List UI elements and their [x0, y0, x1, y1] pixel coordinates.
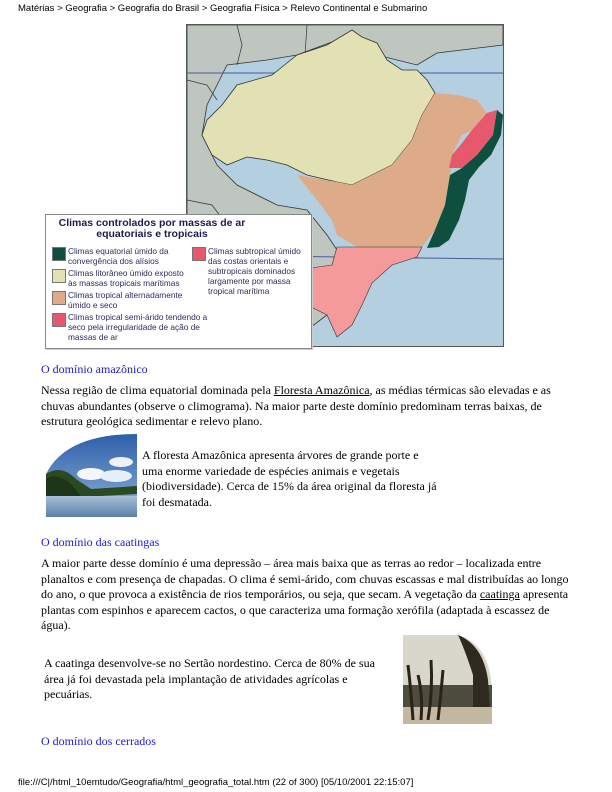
caption-caatinga: A caatinga desenvolve-se no Sertão nordestino. Cerca de 80% de sua área já foi devastada pela implantação de atividades agrícolas e pecuárias.: [44, 656, 375, 701]
paragraph-caatingas: [41, 556, 576, 634]
link-floresta-amazonica[interactable]: Floresta Amazônica: [273, 383, 370, 397]
section-title-amazonico: O domínio amazônico: [41, 362, 148, 376]
map-legend: [45, 214, 312, 349]
section-title-cerrados: O domínio dos cerrados: [41, 734, 156, 748]
photo-caatinga: [403, 635, 492, 724]
legend-label: Climas litorâneo úmido exposto às massas tropicais marítimas: [68, 268, 184, 288]
link-caatinga[interactable]: caatinga: [479, 587, 520, 601]
climate-map: [58, 24, 504, 347]
legend-swatch: [192, 247, 206, 261]
paragraph-amazonico: [41, 383, 576, 430]
paragraph-text: Nessa região de clima equatorial dominada pela: [41, 383, 274, 397]
legend-label: Climas equatorial úmido da convergência dos alísios: [68, 246, 169, 266]
footer-file-path: file:///C|/html_10emtudo/Geografia/html_geografia_total.htm (22 of 300) [05/10/2001 22:15:07]: [18, 777, 414, 788]
caption-amazon: A floresta Amazônica apresenta árvores de grande porte e uma enorme variedade de espécies animais e vegetais (biodiversidade). Cerca de 15% da área original da floresta já foi desmatada.: [142, 448, 437, 509]
breadcrumb: Matérias > Geografia > Geografia do Brasil > Geografia Física > Relevo Continental e Submarino: [18, 3, 428, 14]
legend-label: Climas tropical alternadamente úmido e seco: [68, 290, 183, 310]
legend-swatch: [52, 291, 66, 305]
paragraph-text: apresenta plantas com espinhos e aparecem cactos, o que caracteriza uma formação xerófila (adaptada à escassez de água).: [41, 587, 569, 632]
legend-swatch: [52, 247, 66, 261]
legend-label: Climas subtropical úmido das costas orientais e subtropicais dominados largamente por massa tropical marítima: [208, 246, 301, 296]
section-title-caatingas: O domínio das caatingas: [41, 535, 160, 549]
caatinga-landscape-image: [403, 635, 492, 724]
paragraph-text: A maior parte desse domínio é uma depressão – área mais baixa que as terras ao redor – localizada entre planaltos e com presença de chapadas. O clima é semi-árido, com chuvas escassas e mal distribuídas ao longo do ano, o que provoca a existência de rios temporários, ou seja, que secam. A vegetação da: [41, 556, 569, 601]
paragraph-text: , as médias térmicas são elevadas e as chuvas abundantes (observe o climograma). Na maior parte deste domínio predominam terras baixas, de estrutura geológica sedimentar e relevo plano.: [41, 383, 551, 428]
legend-title: Climas controlados por massas de ar equatoriais e tropicais: [58, 217, 246, 240]
amazon-river-image: [46, 434, 137, 517]
legend-label: Climas tropical semi-árido tendendo a seco pela irregularidade de ação de massas de ar: [68, 312, 208, 342]
photo-amazon: [46, 434, 137, 517]
legend-swatch: [52, 313, 66, 327]
legend-swatch: [52, 269, 66, 283]
